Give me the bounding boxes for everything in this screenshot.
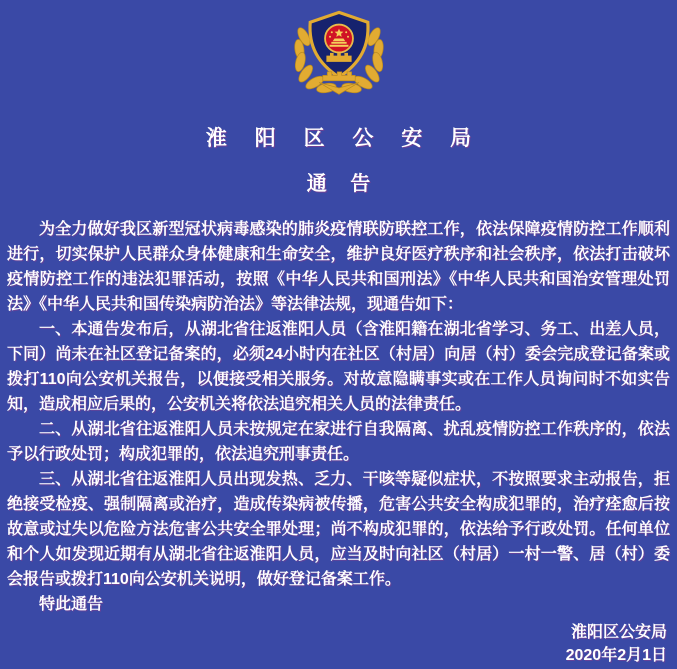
- notice-paragraph-item-3: 三、从湖北省往返淮阳人员出现发热、乏力、干咳等疑似症状，不按照要求主动报告，拒绝接受检疫、强制隔离或治疗，造成传染病被传播，危害公共安全构成犯罪的，治疗痊愈后按故意或过失以危险方法危害公共安全罪处理；尚不构成犯罪的，依法给予行政处罚。任何单位和个人如发现近期有从湖北省往返淮阳人员，应当及时向社区（村居）一村一警、居（村）委会报告或拨打110向公安机关说明，做好登记备案工作。: [7, 471, 670, 588]
- signature-block: [7, 621, 670, 667]
- notice-paragraph-intro: 为全力做好我区新型冠状病毒感染的肺炎疫情联防联控工作，依法保障疫情防控工作顺利进行，切实保护人民群众身体健康和生命安全，维护良好医疗秩序和社会秩序，依法打击破坏疫情防控工作的违法犯罪活动，按照《中华人民共和国刑法》《中华人民共和国治安管理处罚法》《中华人民共和国传染病防治法》等法律法规，现通告如下：: [7, 221, 670, 313]
- signature-agency: 淮阳区公安局: [570, 624, 667, 641]
- battlement-band: [322, 72, 354, 81]
- notice-body: [7, 217, 670, 617]
- notice-paragraph-item-1: 一、本通告发布后，从湖北省往返淮阳人员（含淮阳籍在湖北省学习、务工、出差人员，下同）尚未在社区登记备案的，必须24小时内在社区（村居）向居（村）委会完成登记备案或拨打110向公安机关报告，以便接受相关服务。对故意隐瞒事实或在工作人员询问时不如实告知，造成相应后果的，公安机关将依法追究相关人员的法律责任。: [7, 321, 670, 413]
- closing-line: 特此通告: [39, 596, 104, 613]
- signature-date: 2020年2月1日: [565, 647, 667, 664]
- great-wall-motif: [326, 53, 351, 62]
- notice-paragraph-item-2: 二、从湖北省往返淮阳人员未按规定在家进行自我隔离、扰乱疫情防控工作秩序的，依法予以行政处罚；构成犯罪的，依法追究刑事责任。: [7, 421, 670, 463]
- agency-title: 淮 阳 区 公 安 局: [205, 127, 483, 150]
- doc-type-title: 通 告: [306, 173, 380, 195]
- police-emblem-icon: [284, 7, 394, 97]
